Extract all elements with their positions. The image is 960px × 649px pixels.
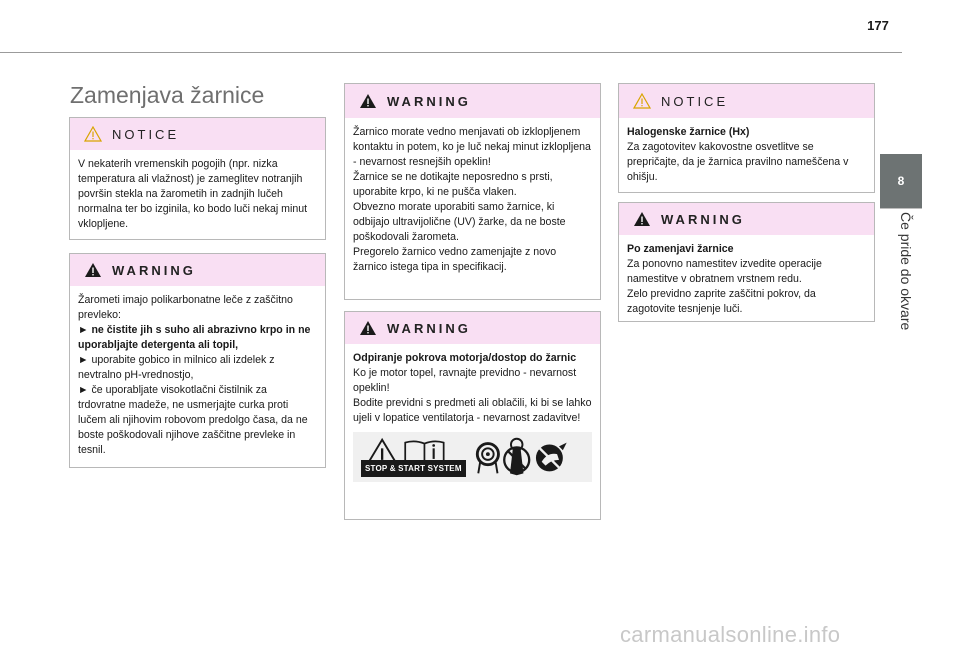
notice-box-halogen xyxy=(618,83,875,193)
page-number: 177 xyxy=(867,18,889,33)
warning-item-text: če uporabljate visokotlačni čistilnik za trdovratne madeže, ne usmerjajte curka proti lučem ali njihovim robovom predolgo časa, da ne boste poškodovali njihove zaščitne prevleke in tesnil. xyxy=(78,384,308,456)
warning-list-item xyxy=(78,323,317,353)
warning-header xyxy=(345,312,600,344)
bullet-marker: ► xyxy=(78,384,89,396)
warning-paragraph: Žarnice se ne dotikajte neposredno s prsti, uporabite krpo, ki ne pušča vlaken. xyxy=(353,171,553,198)
warning-item-text: uporabite gobico in milnico ali izdelek z nevtralno pH-vrednostjo, xyxy=(78,354,275,381)
warning-list-item xyxy=(78,383,317,458)
no-hand-icon xyxy=(536,443,567,472)
chapter-title: Če pride do okvare xyxy=(898,212,914,331)
warning-body xyxy=(345,118,600,283)
warning-body xyxy=(619,235,874,325)
notice-header xyxy=(70,118,325,150)
warning-filled-icon xyxy=(633,211,651,227)
warning-outline-icon xyxy=(84,126,102,142)
notice-label: NOTICE xyxy=(661,93,729,109)
warning-item-text: ne čistite jih s suho ali abrazivno krpo in ne uporabljajte detergenta ali topil, xyxy=(78,324,311,351)
no-tie-icon xyxy=(504,439,529,476)
warning-header xyxy=(345,84,600,118)
warning-paragraph: Ko je motor topel, ravnajte previdno - nevarnost opeklin! xyxy=(353,367,577,394)
warning-box-engine-access xyxy=(344,311,601,520)
pictogram-strip xyxy=(353,432,592,482)
warning-paragraph: Obvezno morate uporabiti samo žarnice, ki odbijajo ultravijolične (UV) žarke, da ne boste poškodovali žarometa. xyxy=(353,201,566,243)
notice-heading: Halogenske žarnice (Hx) xyxy=(627,126,750,138)
notice-label: NOTICE xyxy=(112,126,180,142)
fan-belt-icon xyxy=(477,444,498,474)
notice-body xyxy=(619,118,874,193)
notice-box-fogging xyxy=(69,117,326,240)
warning-box-after-replacement xyxy=(618,202,875,322)
warning-heading: Po zamenjavi žarnice xyxy=(627,243,734,255)
warning-list-item xyxy=(78,353,317,383)
warning-paragraph: Žarnico morate vedno menjavati ob izklopljenem kontaktu in potem, ko je luč nekaj minut izklopljena - nevarnost resnejših opeklin! xyxy=(353,126,591,168)
warning-paragraph: Bodite previdni s predmeti ali oblačili, ki bi se lahko ujeli v lopatice ventilatorja - nevarnost zadavitve! xyxy=(353,397,592,424)
warning-box-lens-care xyxy=(69,253,326,468)
watermark: carmanualsonline.info xyxy=(620,622,841,647)
warning-filled-icon xyxy=(84,262,102,278)
warning-body xyxy=(70,286,325,466)
warning-paragraph: Zelo previdno zaprite zaščitni pokrov, da zagotovite tesnjenje luči. xyxy=(627,288,816,315)
warning-label: WARNING xyxy=(387,320,471,336)
notice-header xyxy=(619,84,874,118)
bullet-marker: ► xyxy=(78,354,89,366)
stop-start-label: STOP & START SYSTEM xyxy=(361,460,466,477)
warning-header xyxy=(619,203,874,235)
top-rule xyxy=(0,52,902,53)
warning-paragraph: Za ponovno namestitev izvedite operacije namestitve v obratnem vrstnem redu. xyxy=(627,258,822,285)
warning-box-bulb-change xyxy=(344,83,601,300)
warning-filled-icon xyxy=(359,93,377,109)
warning-label: WARNING xyxy=(112,262,196,278)
warning-filled-icon xyxy=(359,320,377,336)
bullet-marker: ► xyxy=(78,324,89,336)
warning-header xyxy=(70,254,325,286)
warning-label: WARNING xyxy=(661,211,745,227)
warning-heading: Odpiranje pokrova motorja/dostop do žarnic xyxy=(353,352,577,364)
warning-body xyxy=(345,344,600,490)
warning-paragraph: Pregorelo žarnico vedno zamenjajte z novo žarnico istega tipa in specifikacij. xyxy=(353,246,557,273)
chapter-tab[interactable]: 8 xyxy=(880,154,922,208)
page-title: Zamenjava žarnice xyxy=(70,82,265,108)
warning-intro: Žarometi imajo polikarbonatne leče z zaščitno prevleko: xyxy=(78,294,293,321)
chapter-tab-rule xyxy=(880,208,922,209)
warning-label: WARNING xyxy=(387,93,471,109)
notice-body xyxy=(70,150,325,240)
warning-outline-icon xyxy=(633,93,651,109)
notice-text: Za zagotovitev kakovostne osvetlitve se prepričajte, da je žarnica pravilno nameščena v ohišju. xyxy=(627,141,849,183)
notice-text: V nekaterih vremenskih pogojih (npr. nizka temperatura ali vlažnost) je zameglitev notranjih površin stekla na žarometih in zadnjih lučeh normalna ter bo izginila, ko bodo luči nekaj minut vklopljene. xyxy=(78,158,308,230)
